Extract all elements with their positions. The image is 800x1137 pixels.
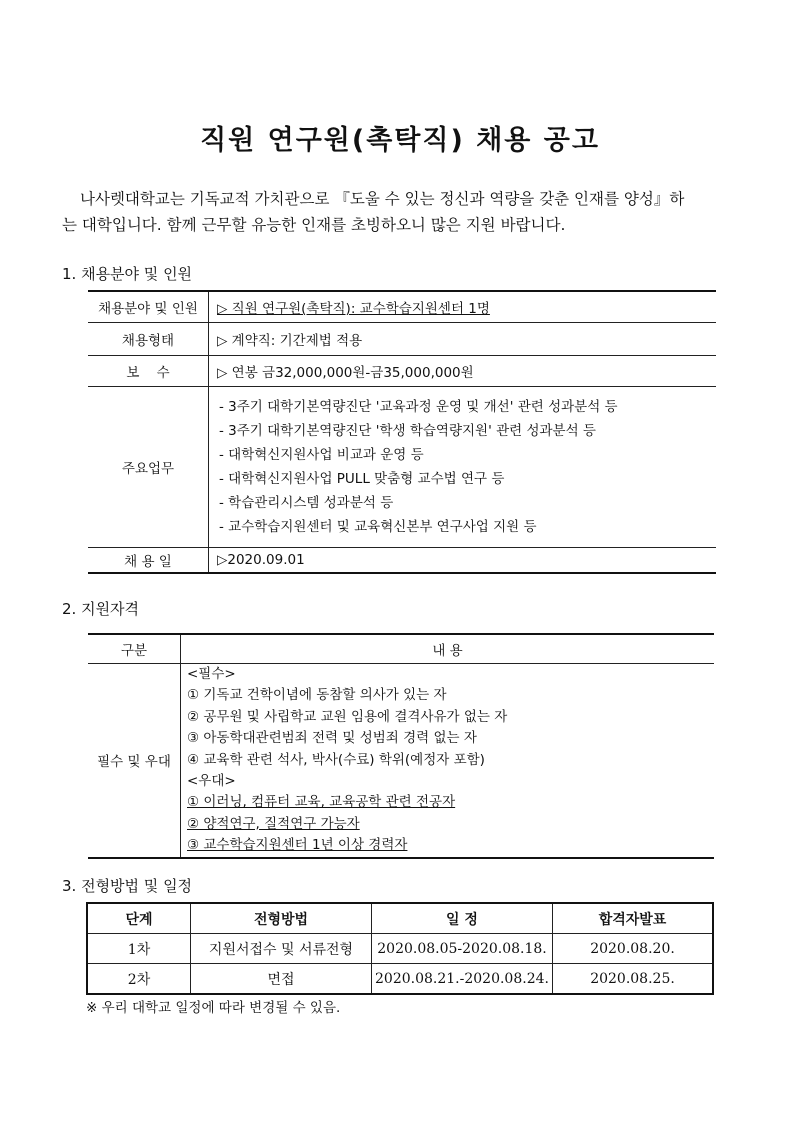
section2-heading: 2. 지원자격 bbox=[62, 600, 140, 618]
table-header-row bbox=[87, 903, 713, 934]
list-item: <필수> bbox=[187, 666, 236, 682]
list-item: - 교수학습지원센터 및 교육혁신본부 연구사업 지원 등 bbox=[219, 519, 537, 535]
list-item: - 3주기 대학기본역량진단 '교육과정 운영 및 개선' 관련 성과분석 등 bbox=[219, 399, 618, 415]
table-row bbox=[88, 548, 716, 574]
col-header: 단계 bbox=[87, 903, 191, 934]
row-label: 채용형태 bbox=[88, 323, 209, 356]
page-title: 직원 연구원(촉탁직) 채용 공고 bbox=[200, 125, 600, 156]
col-header: 일 정 bbox=[372, 903, 553, 934]
row-value: ▷ 연봉 금32,000,000원-금35,000,000원 bbox=[209, 356, 717, 387]
schedule-table bbox=[86, 902, 714, 995]
row-label: 채 용 일 bbox=[88, 548, 209, 574]
list-item: ① 기독교 건학이념에 동참할 의사가 있는 자 bbox=[187, 687, 447, 704]
list-item: - 대학혁신지원사업 비교과 운영 등 bbox=[219, 447, 424, 463]
row-value: ▷ 계약직: 기간제법 적용 bbox=[209, 323, 717, 356]
table-cell: 면접 bbox=[191, 964, 372, 995]
table-cell: 2020.08.05-2020.08.18. bbox=[372, 934, 553, 964]
row-label: 주요업무 bbox=[88, 387, 209, 548]
row-value: ▷ 직원 연구원(촉탁직): 교수학습지원센터 1명 bbox=[209, 291, 717, 323]
intro-line-2: 는 대학입니다. 함께 근무할 유능한 인재를 초빙하오니 많은 지원 바랍니다. bbox=[62, 216, 566, 234]
intro-paragraph bbox=[62, 186, 742, 238]
list-item: - 대학혁신지원사업 PULL 맞춤형 교수법 연구 등 bbox=[219, 471, 505, 487]
list-item: <우대> bbox=[187, 773, 236, 790]
list-item: - 학습관리시스템 성과분석 등 bbox=[219, 495, 394, 511]
qualification-list bbox=[181, 664, 715, 858]
table-header-row bbox=[88, 634, 714, 664]
row-label: 보 수 bbox=[88, 356, 209, 387]
table-row bbox=[87, 964, 713, 995]
recruitment-table bbox=[88, 290, 716, 574]
list-item: ② 공무원 및 사립학교 교원 임용에 결격사유가 없는 자 bbox=[187, 708, 508, 725]
table-cell: 1차 bbox=[87, 934, 191, 964]
row-label: 채용분야 및 인원 bbox=[88, 291, 209, 323]
row-value: ▷2020.09.01 bbox=[209, 548, 717, 574]
table-row bbox=[88, 664, 714, 858]
table-cell: 2차 bbox=[87, 964, 191, 995]
section3-heading: 3. 전형방법 및 일정 bbox=[62, 877, 193, 895]
section1-heading: 1. 채용분야 및 인원 bbox=[62, 265, 193, 283]
table-cell: 2020.08.21.-2020.08.24. bbox=[372, 964, 553, 995]
intro-line-1: 나사렛대학교는 기독교적 가치관으로 『도울 수 있는 정신과 역량을 갖춘 인재를 양성』하 bbox=[80, 190, 685, 208]
list-item: ④ 교육학 관련 석사, 박사(수료) 학위(예정자 포함) bbox=[187, 751, 485, 768]
footnote: ※ 우리 대학교 일정에 따라 변경될 수 있음. bbox=[86, 1000, 341, 1016]
col-header: 구분 bbox=[88, 634, 181, 664]
table-row bbox=[88, 291, 716, 323]
list-item: ③ 교수학습지원센터 1년 이상 경력자 bbox=[187, 837, 408, 854]
table-cell: 지원서접수 및 서류전형 bbox=[191, 934, 372, 964]
list-item: ① 이러닝, 컴퓨터 교육, 교육공학 관련 전공자 bbox=[187, 794, 456, 811]
list-item: ② 양적연구, 질적연구 가능자 bbox=[187, 815, 360, 832]
table-row bbox=[88, 387, 716, 548]
qualification-table bbox=[88, 633, 714, 859]
duty-list bbox=[209, 387, 717, 548]
list-item: - 3주기 대학기본역량진단 '학생 학습역량지원' 관련 성과분석 등 bbox=[219, 423, 596, 439]
table-row bbox=[88, 323, 716, 356]
col-header: 합격자발표 bbox=[553, 903, 714, 934]
table-cell: 2020.08.25. bbox=[553, 964, 714, 995]
table-row bbox=[87, 934, 713, 964]
table-cell: 2020.08.20. bbox=[553, 934, 714, 964]
table-row bbox=[88, 356, 716, 387]
list-item: ③ 아동학대관련범죄 전력 및 성범죄 경력 없는 자 bbox=[187, 730, 477, 747]
row-label: 필수 및 우대 bbox=[88, 664, 181, 858]
col-header: 내 용 bbox=[181, 634, 715, 664]
col-header: 전형방법 bbox=[191, 903, 372, 934]
